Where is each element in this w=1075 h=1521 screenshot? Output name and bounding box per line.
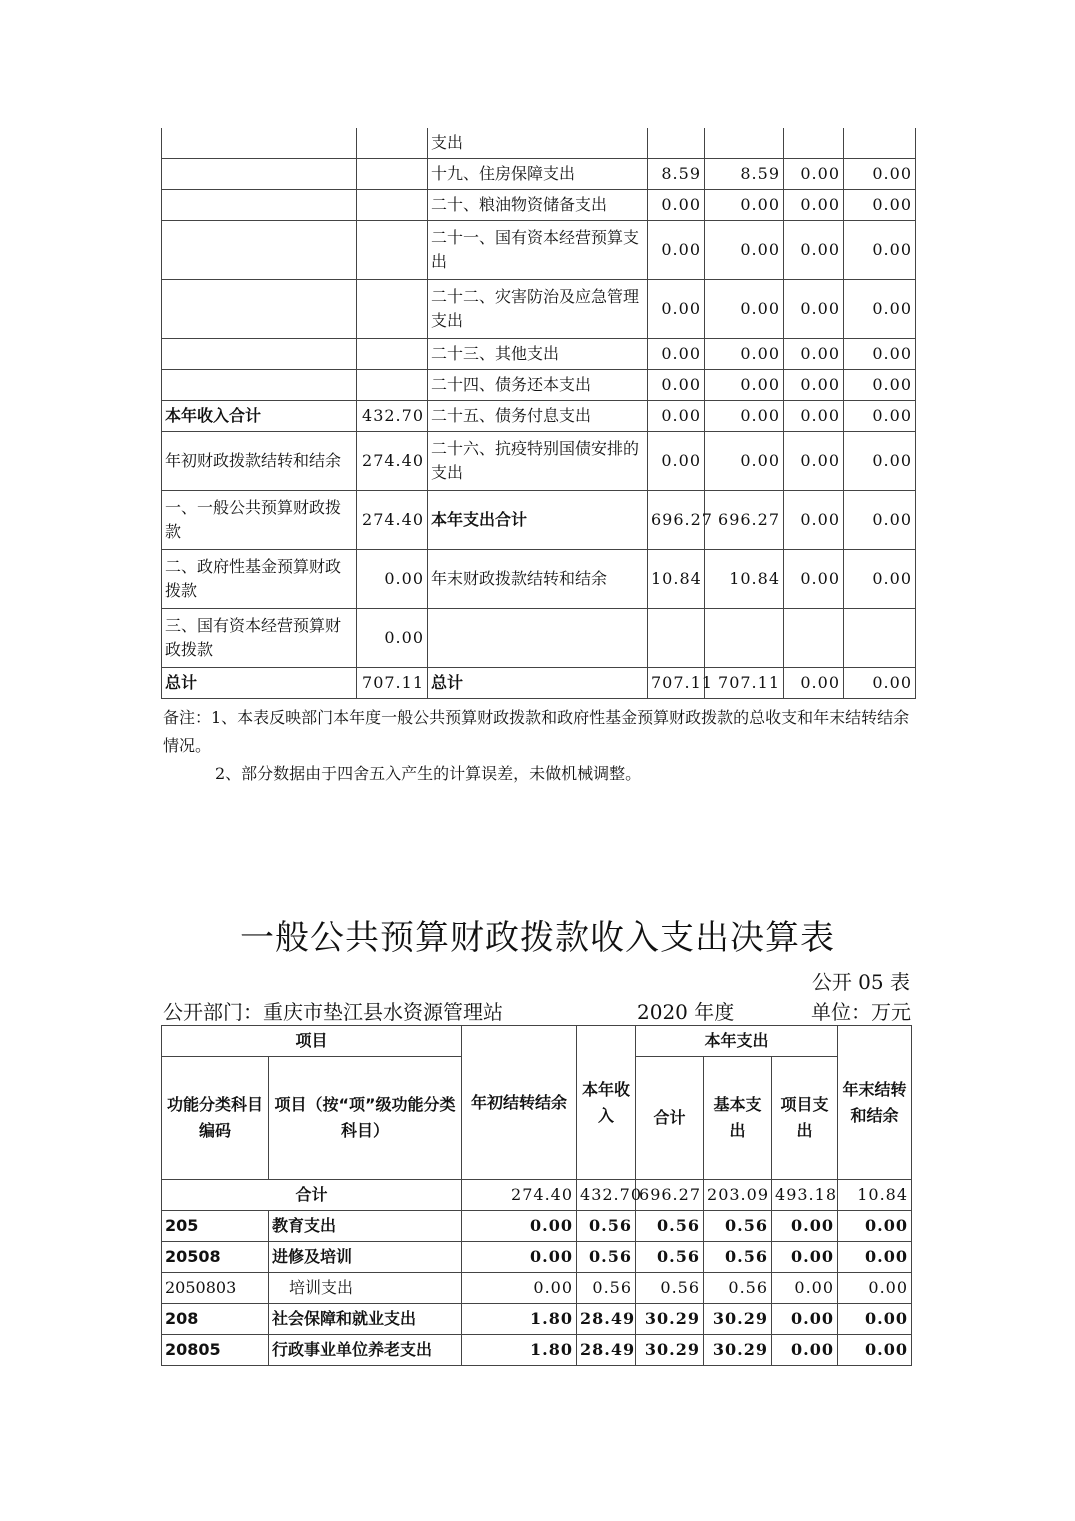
expense-general: 0.00 — [705, 401, 784, 432]
income-item-label — [162, 128, 357, 159]
department-label: 公开部门：重庆市垫江县水资源管理站 — [163, 1000, 503, 1024]
header-total: 合计 — [636, 1057, 704, 1180]
expense-item-label: 本年支出合计 — [428, 491, 648, 550]
row-income: 0.56 — [577, 1211, 636, 1242]
row-name: 社会保障和就业支出 — [269, 1304, 462, 1335]
expense-item-label: 二十二、灾害防治及应急管理支出 — [428, 280, 648, 339]
row-total: 0.56 — [636, 1242, 704, 1273]
table-row — [162, 1211, 912, 1242]
income-item-label — [162, 370, 357, 401]
expense-total: 0.00 — [648, 370, 705, 401]
row-code: 208 — [162, 1304, 269, 1335]
expense-total: 0.00 — [648, 280, 705, 339]
expense-state-capital: 0.00 — [844, 159, 916, 190]
expense-state-capital: 0.00 — [844, 339, 916, 370]
expense-total: 0.00 — [648, 401, 705, 432]
row-basic: 0.56 — [704, 1273, 772, 1304]
expense-state-capital: 0.00 — [844, 401, 916, 432]
expense-item-label — [428, 609, 648, 668]
income-item-label: 总计 — [162, 668, 357, 699]
header-name: 项目（按“项”级功能分类科目） — [269, 1057, 462, 1180]
row-begin: 1.80 — [462, 1304, 577, 1335]
fiscal-summary-table — [161, 128, 916, 699]
expense-item-label: 支出 — [428, 128, 648, 159]
table-row — [162, 128, 916, 159]
income-item-label — [162, 159, 357, 190]
expense-fund: 0.00 — [784, 401, 844, 432]
income-item-label: 年初财政拨款结转和结余 — [162, 432, 357, 491]
row-code: 20805 — [162, 1335, 269, 1366]
expense-state-capital: 0.00 — [844, 190, 916, 221]
header-code: 功能分类科目编码 — [162, 1057, 269, 1180]
income-item-value — [357, 370, 428, 401]
header-income: 本年收入 — [577, 1026, 636, 1180]
row-project: 0.00 — [772, 1242, 838, 1273]
expense-fund: 0.00 — [784, 190, 844, 221]
income-item-value: 432.70 — [357, 401, 428, 432]
expense-total: 10.84 — [648, 550, 705, 609]
expense-state-capital: 0.00 — [844, 432, 916, 491]
row-code: 2050803 — [162, 1273, 269, 1304]
row-project: 0.00 — [772, 1304, 838, 1335]
income-item-value — [357, 280, 428, 339]
table-row — [162, 1304, 912, 1335]
income-item-value — [357, 159, 428, 190]
header-begin-balance: 年初结转结余 — [462, 1026, 577, 1180]
row-begin: 0.00 — [462, 1273, 577, 1304]
income-item-value: 0.00 — [357, 550, 428, 609]
row-basic: 30.29 — [704, 1335, 772, 1366]
table-code: 公开 05 表 — [811, 970, 910, 994]
table-row — [162, 609, 916, 668]
row-begin: 1.80 — [462, 1335, 577, 1366]
footnotes — [163, 704, 923, 788]
header-end-balance: 年末结转和结余 — [838, 1026, 912, 1180]
expense-general: 0.00 — [705, 221, 784, 280]
income-item-value — [357, 221, 428, 280]
row-code: 20508 — [162, 1242, 269, 1273]
expense-general: 696.27 — [705, 491, 784, 550]
row-basic: 0.56 — [704, 1242, 772, 1273]
expense-general: 0.00 — [705, 370, 784, 401]
row-total: 0.56 — [636, 1211, 704, 1242]
page-title: 一般公共预算财政拨款收入支出决算表 — [240, 918, 835, 958]
row-end: 0.00 — [838, 1335, 912, 1366]
row-income: 0.56 — [577, 1242, 636, 1273]
expense-total: 0.00 — [648, 221, 705, 280]
general-budget-table — [161, 1025, 912, 1366]
table-row — [162, 550, 916, 609]
header-basic: 基本支出 — [704, 1057, 772, 1180]
income-item-label — [162, 190, 357, 221]
income-item-label: 三、国有资本经营预算财政拨款 — [162, 609, 357, 668]
income-item-label — [162, 339, 357, 370]
expense-general: 0.00 — [705, 339, 784, 370]
expense-item-label: 二十一、国有资本经营预算支出 — [428, 221, 648, 280]
income-item-label: 一、一般公共预算财政拨款 — [162, 491, 357, 550]
sum-label: 合计 — [162, 1180, 462, 1211]
row-total: 30.29 — [636, 1335, 704, 1366]
expense-total: 8.59 — [648, 159, 705, 190]
expense-general: 0.00 — [705, 280, 784, 339]
expense-fund — [784, 128, 844, 159]
expense-fund: 0.00 — [784, 159, 844, 190]
expense-general: 0.00 — [705, 432, 784, 491]
expense-fund: 0.00 — [784, 668, 844, 699]
income-item-value: 274.40 — [357, 432, 428, 491]
fiscal-year: 2020 年度 — [637, 1000, 735, 1024]
expense-fund: 0.00 — [784, 370, 844, 401]
expense-fund: 0.00 — [784, 491, 844, 550]
row-income: 28.49 — [577, 1335, 636, 1366]
sum-row — [162, 1180, 912, 1211]
expense-item-label: 二十六、抗疫特别国债安排的支出 — [428, 432, 648, 491]
expense-fund: 0.00 — [784, 280, 844, 339]
sum-total: 696.27 — [636, 1180, 704, 1211]
table-row — [162, 339, 916, 370]
row-begin: 0.00 — [462, 1211, 577, 1242]
footnote-2: 2、部分数据由于四舍五入产生的计算误差，未做机械调整。 — [215, 764, 642, 783]
expense-item-label: 二十、粮油物资储备支出 — [428, 190, 648, 221]
expense-state-capital: 0.00 — [844, 491, 916, 550]
row-name: 进修及培训 — [269, 1242, 462, 1273]
row-project: 0.00 — [772, 1273, 838, 1304]
row-name: 培训支出 — [269, 1273, 462, 1304]
income-item-label — [162, 280, 357, 339]
header-expense: 本年支出 — [636, 1026, 838, 1057]
sum-begin: 274.40 — [462, 1180, 577, 1211]
income-item-value: 0.00 — [357, 609, 428, 668]
table-row — [162, 159, 916, 190]
expense-total: 696.27 — [648, 491, 705, 550]
income-item-value — [357, 339, 428, 370]
sum-income: 432.70 — [577, 1180, 636, 1211]
unit-label: 单位：万元 — [811, 1000, 911, 1024]
expense-state-capital: 0.00 — [844, 280, 916, 339]
table-row — [162, 370, 916, 401]
expense-state-capital: 0.00 — [844, 221, 916, 280]
expense-general: 0.00 — [705, 190, 784, 221]
row-income: 28.49 — [577, 1304, 636, 1335]
expense-total: 0.00 — [648, 190, 705, 221]
header-row — [162, 1026, 912, 1057]
footnote-1: 备注：1、本表反映部门本年度一般公共预算财政拨款和政府性基金预算财政拨款的总收支和年末结转结余情况。 — [163, 708, 910, 755]
sum-project: 493.18 — [772, 1180, 838, 1211]
row-code: 205 — [162, 1211, 269, 1242]
row-total: 0.56 — [636, 1273, 704, 1304]
sum-end: 10.84 — [838, 1180, 912, 1211]
expense-total — [648, 609, 705, 668]
expense-state-capital: 0.00 — [844, 370, 916, 401]
expense-fund: 0.00 — [784, 221, 844, 280]
row-name: 教育支出 — [269, 1211, 462, 1242]
expense-total: 0.00 — [648, 432, 705, 491]
income-item-value: 274.40 — [357, 491, 428, 550]
table-row — [162, 401, 916, 432]
expense-general: 8.59 — [705, 159, 784, 190]
row-total: 30.29 — [636, 1304, 704, 1335]
expense-state-capital — [844, 609, 916, 668]
income-item-value: 707.11 — [357, 668, 428, 699]
expense-general — [705, 128, 784, 159]
table-row — [162, 668, 916, 699]
row-project: 0.00 — [772, 1211, 838, 1242]
expense-fund — [784, 609, 844, 668]
row-end: 0.00 — [838, 1211, 912, 1242]
expense-item-label: 年末财政拨款结转和结余 — [428, 550, 648, 609]
table-row — [162, 491, 916, 550]
row-end: 0.00 — [838, 1304, 912, 1335]
expense-fund: 0.00 — [784, 550, 844, 609]
expense-item-label: 二十五、债务付息支出 — [428, 401, 648, 432]
expense-fund: 0.00 — [784, 339, 844, 370]
table-row — [162, 1273, 912, 1304]
table-row — [162, 1335, 912, 1366]
income-item-value — [357, 128, 428, 159]
expense-total — [648, 128, 705, 159]
row-end: 0.00 — [838, 1242, 912, 1273]
header-project-exp: 项目支出 — [772, 1057, 838, 1180]
expense-item-label: 十九、住房保障支出 — [428, 159, 648, 190]
expense-general: 707.11 — [705, 668, 784, 699]
expense-state-capital: 0.00 — [844, 550, 916, 609]
income-item-value — [357, 190, 428, 221]
table-row — [162, 190, 916, 221]
income-item-label: 二、政府性基金预算财政拨款 — [162, 550, 357, 609]
table-row — [162, 1242, 912, 1273]
expense-item-label: 二十四、债务还本支出 — [428, 370, 648, 401]
row-income: 0.56 — [577, 1273, 636, 1304]
row-basic: 30.29 — [704, 1304, 772, 1335]
expense-total: 0.00 — [648, 339, 705, 370]
expense-state-capital — [844, 128, 916, 159]
expense-state-capital: 0.00 — [844, 668, 916, 699]
table-row — [162, 280, 916, 339]
expense-general — [705, 609, 784, 668]
expense-general: 10.84 — [705, 550, 784, 609]
row-basic: 0.56 — [704, 1211, 772, 1242]
table-row — [162, 221, 916, 280]
header-project: 项目 — [162, 1026, 462, 1057]
sum-basic: 203.09 — [704, 1180, 772, 1211]
expense-total: 707.11 — [648, 668, 705, 699]
expense-fund: 0.00 — [784, 432, 844, 491]
table-row — [162, 432, 916, 491]
row-name: 行政事业单位养老支出 — [269, 1335, 462, 1366]
row-begin: 0.00 — [462, 1242, 577, 1273]
expense-item-label: 总计 — [428, 668, 648, 699]
row-project: 0.00 — [772, 1335, 838, 1366]
income-item-label: 本年收入合计 — [162, 401, 357, 432]
income-item-label — [162, 221, 357, 280]
table-meta — [163, 996, 911, 1024]
row-end: 0.00 — [838, 1273, 912, 1304]
expense-item-label: 二十三、其他支出 — [428, 339, 648, 370]
